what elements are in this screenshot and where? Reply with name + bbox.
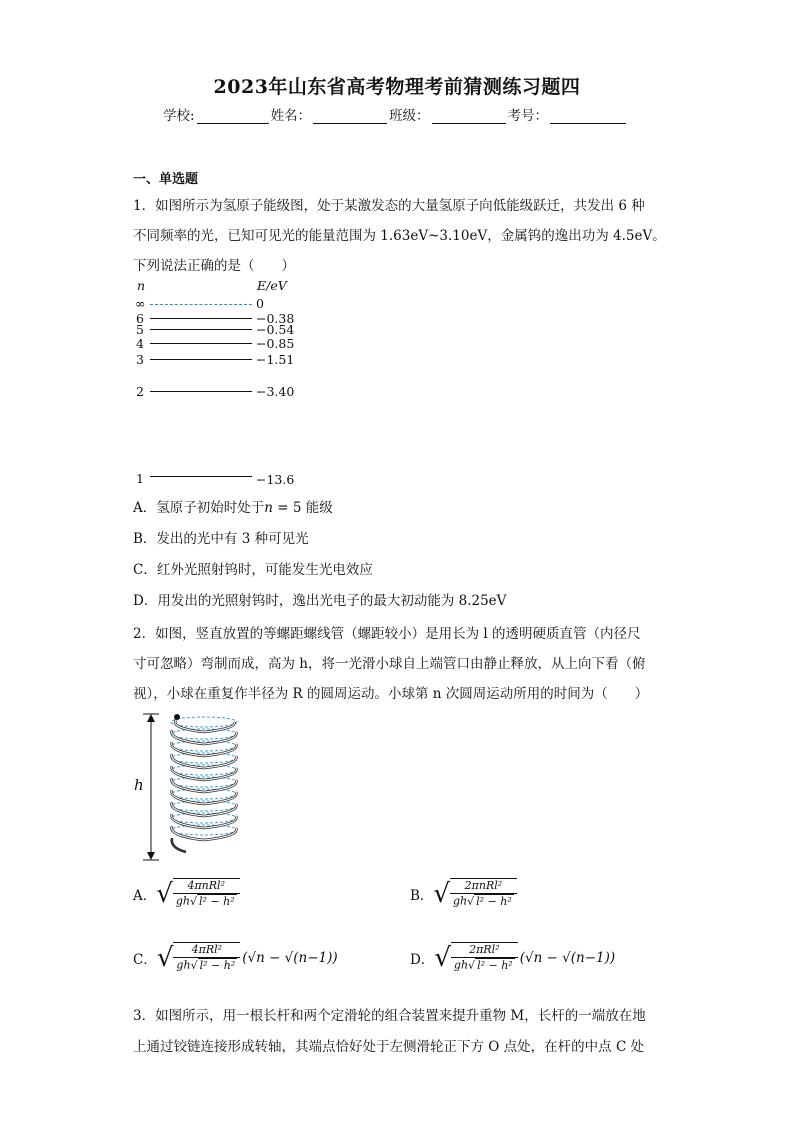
class-blank — [432, 109, 506, 124]
q1-option-d[interactable]: D．用发出的光照射钨时，逸出光电子的最大初动能为 8.25eV — [133, 593, 507, 609]
q1-option-c[interactable]: C．红外光照射钨时，可能发生光电效应 — [133, 562, 373, 578]
q2-line1: 2．如图，竖直放置的等螺距螺线管（螺距较小）是用长为 l 的透明硬质直管（内径尺 — [133, 626, 641, 642]
level-line-2 — [150, 391, 252, 392]
q2-line2: 寸可忽略）弯制而成，高为 h，将一光滑小球自上端管口由静止释放，从上向下看（俯 — [133, 656, 646, 672]
level-line-1 — [150, 476, 252, 477]
level-n: 2 — [136, 384, 144, 399]
level-e: −13.6 — [256, 472, 295, 487]
name-blank — [313, 109, 387, 124]
level-e: −1.51 — [256, 352, 295, 367]
class-label: 班级： — [389, 108, 430, 124]
school-label: 学校: — [163, 108, 195, 124]
helix-svg — [130, 708, 245, 866]
level-n: 5 — [136, 322, 144, 337]
level-e: −3.40 — [256, 384, 295, 399]
level-e: −0.85 — [256, 336, 295, 351]
name-label: 姓名： — [270, 108, 312, 124]
helix-tube-diagram — [130, 708, 245, 866]
school-blank — [197, 109, 269, 124]
q2-option-a[interactable]: A． √ 4πnRl² gh√ l² − h² — [133, 878, 240, 909]
q3-line1: 3．如图所示，用一根长杆和两个定滑轮的组合装置来提升重物 M，长杆的一端放在地 — [133, 1008, 646, 1024]
q1-line3: 下列说法正确的是（ ） — [133, 258, 295, 274]
sqrt-icon: √ — [434, 942, 451, 973]
q2-line3: 视），小球在重复作半径为 R 的圆周运动。小球第 n 次圆周运动所用的时间为（ ） — [133, 686, 649, 702]
q3-line2: 上通过铰链连接形成转轴，其端点恰好处于左侧滑轮正下方 O 点处，在杆的中点 C 处 — [133, 1039, 645, 1055]
level-n: 6 — [136, 311, 144, 326]
level-n: 1 — [136, 471, 144, 486]
q2-option-c[interactable]: C． √ 4πRl² gh√ l² − h² (√n − √(n−1)) — [133, 942, 338, 973]
level-n: 4 — [136, 336, 144, 351]
height-label: h — [134, 776, 144, 794]
q1-line1: 1．如图所示为氢原子能级图，处于某激发态的大量氢原子向低能级跃迁，共发出 6 种 — [133, 198, 645, 214]
q1-line2: 不同频率的光，已知可见光的能量范围为 1.63eV~3.10eV，金属钨的逸出功为 4.5eV。 — [133, 228, 666, 244]
section-heading: 一、单选题 — [133, 172, 199, 187]
q1-option-b[interactable]: B．发出的光中有 3 种可见光 — [133, 531, 309, 547]
level-line-4 — [150, 343, 252, 344]
level-line-6 — [150, 318, 252, 319]
exam-no-blank — [550, 109, 626, 124]
page-title: 2023年山东省高考物理考前猜测练习题四 — [213, 76, 581, 98]
e-axis-label: E/eV — [257, 278, 287, 293]
sqrt-icon: √ — [433, 878, 450, 909]
level-line-3 — [150, 359, 252, 360]
q1-option-a[interactable]: A．氢原子初始时处于n = 5 能级 — [133, 500, 333, 516]
level-e: −0.38 — [256, 311, 295, 326]
level-e: −0.54 — [256, 322, 295, 337]
q2-option-b[interactable]: B． √ 2πnRl² gh√ l² − h² — [410, 878, 517, 909]
level-line-infinity — [150, 304, 252, 305]
level-n: 3 — [136, 352, 144, 367]
level-line-5 — [150, 329, 252, 330]
sqrt-icon: √ — [156, 942, 174, 973]
student-info-line — [163, 104, 628, 124]
level-n: ∞ — [135, 296, 146, 311]
level-e: 0 — [256, 296, 264, 311]
sqrt-icon: √ — [156, 878, 173, 909]
energy-level-diagram — [130, 276, 300, 491]
n-axis-label: n — [137, 278, 146, 293]
q2-option-d[interactable]: D． √ 2πRl² gh√ l² − h² (√n − √(n−1)) — [410, 942, 616, 973]
exam-no-label: 考号： — [507, 108, 549, 124]
